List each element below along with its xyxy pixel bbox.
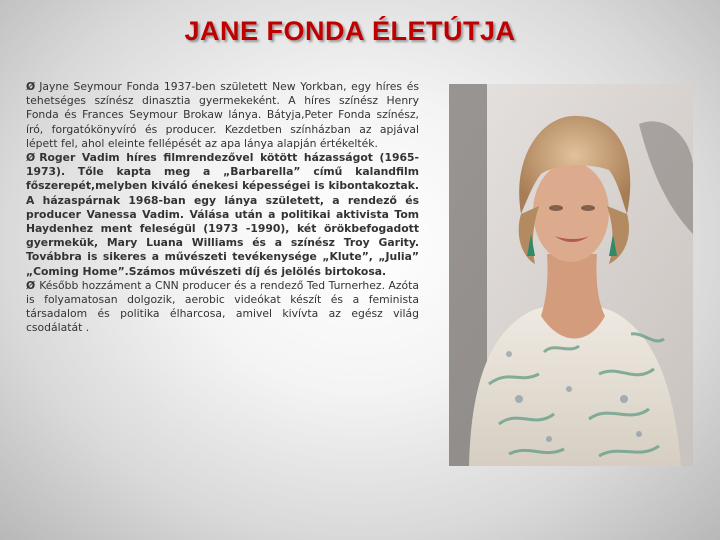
portrait-illustration bbox=[449, 84, 693, 466]
portrait-photo bbox=[449, 84, 693, 466]
slide-title: JANE FONDA ÉLETÚTJA bbox=[184, 16, 516, 46]
biography-text bbox=[26, 80, 419, 336]
paragraph-2 bbox=[26, 151, 419, 279]
paragraph-3-text: Később hozzáment a CNN producer és a rendező Ted Turnerhez. Azóta is folyamatosan dolgozik, aerobic videókat készít és a feminista társadalom és politika élharcosa, amivel kivívta az egész világ csodálatát . bbox=[26, 278, 419, 335]
paragraph-1 bbox=[26, 80, 419, 151]
paragraph-2-text: Roger Vadim híres filmrendezővel kötött házasságot (1965-1973). Tőle kapta meg a „Barbarella” című kalandfilm főszerepét,melyben kiváló énekesi képességei is kibontakoztak. A házaspárnak 1968-ban egy lánya született, a rendező és producer Vanessa Vadim. Válása után a politikai aktivista Tom Haydenhez ment feleségül (1973 -1990), két örökbefogadott gyermekük, Mary Luana Williams és a színész Troy Garity. Továbbra is sikeres a művészeti tevékenysége „Klute”, „Julia” „Coming Home”.Számos művészeti díj és jelölés birtokosa. bbox=[26, 151, 419, 278]
paragraph-1-text: Jayne Seymour Fonda 1937-ben született New Yorkban, egy híres és tehetséges színész dinasztia gyermekeként. A híres színész Henry Fonda és Frances Seymour Brokaw lánya. Bátyja,Peter Fonda színész, író, forgatókönyvíró és producer. Kezdetben színházban az apjával lépett fel, ahol eleinte fellépését az apa lánya alapján értékelték. bbox=[26, 80, 419, 150]
paragraph-3 bbox=[26, 279, 419, 336]
bullet-arrow-icon: Ø bbox=[26, 151, 36, 165]
bullet-arrow-icon: Ø bbox=[26, 80, 36, 93]
bullet-arrow-icon: Ø bbox=[26, 278, 36, 292]
